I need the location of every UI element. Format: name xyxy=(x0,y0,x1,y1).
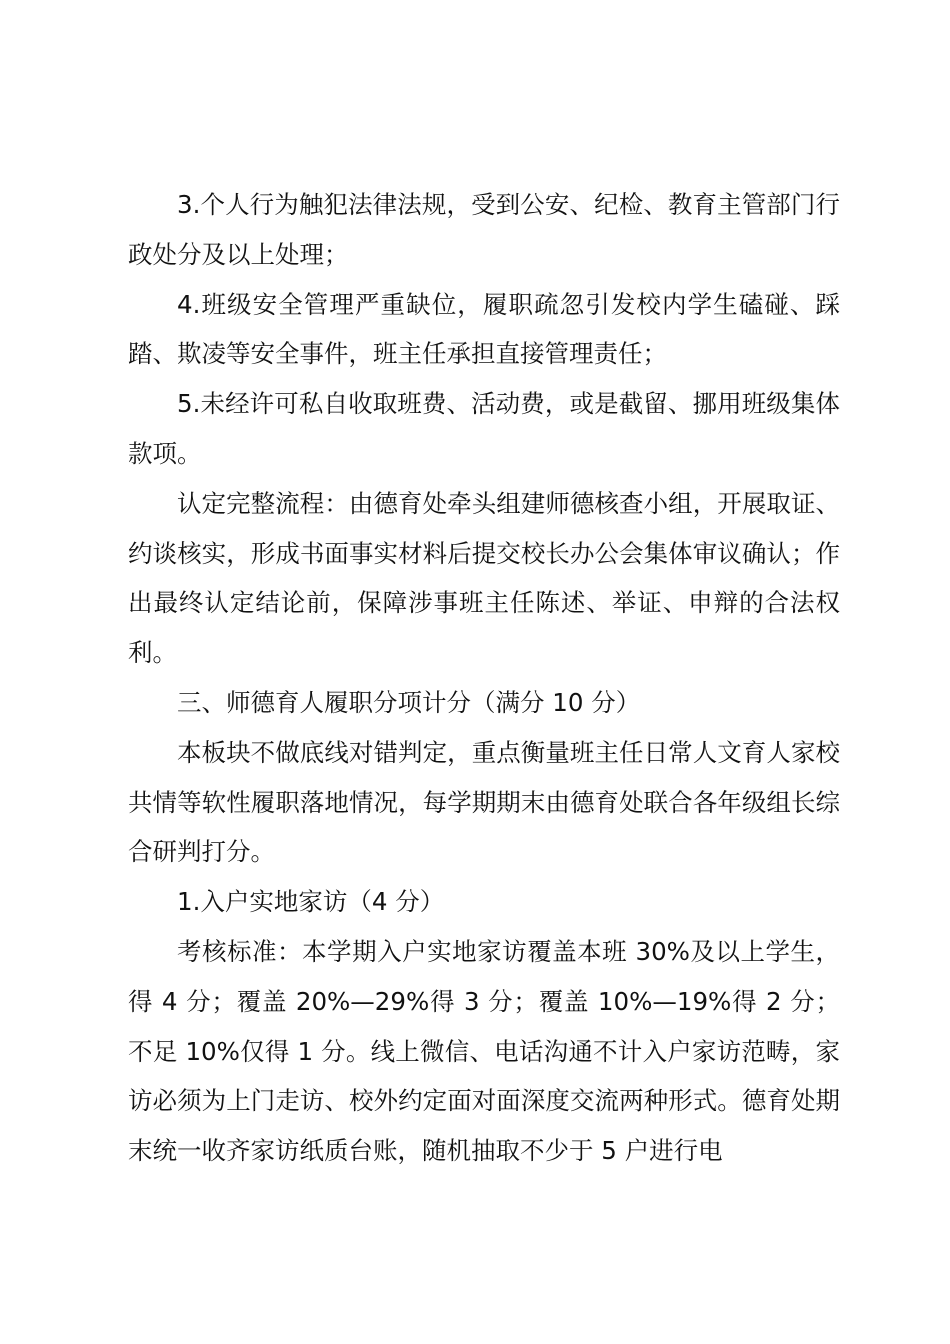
section-heading-3: 三、师德育人履职分项计分（满分 10 分） xyxy=(177,687,641,717)
subheading-home-visit: 1.入户实地家访（4 分） xyxy=(177,887,445,917)
paragraph-assessment-standard: 考核标准：本学期入户实地家访覆盖本班 30%及以上学生，得 4 分；覆盖 20%—29%得 3 分；覆盖 10%—19%得 2 分；不足 10%仅得 1 分。线上微信、电话沟通不计入户家访范畴，家访必须为上门走访、校外约定面对面深度交流两种形式。德育处期末统一收齐家访纸质台账，随机抽取不少于 5 户进行电 xyxy=(128,936,840,1166)
paragraph-rule-5: 5.未经许可私自收取班费、活动费，或是截留、挪用班级集体款项。 xyxy=(128,389,840,468)
paragraph-rule-3: 3.个人行为触犯法律法规，受到公安、纪检、教育主管部门行政处分及以上处理； xyxy=(128,190,840,269)
paragraph-procedure: 认定完整流程：由德育处牵头组建师德核查小组，开展取证、约谈核实，形成书面事实材料后提交校长办公会集体审议确认；作出最终认定结论前，保障涉事班主任陈述、举证、申辩的合法权利。 xyxy=(128,488,840,668)
paragraph-rule-4: 4.班级安全管理严重缺位，履职疏忽引发校内学生磕碰、踩踏、欺凌等安全事件，班主任承担直接管理责任； xyxy=(128,289,840,369)
paragraph-section-intro: 本板块不做底线对错判定，重点衡量班主任日常人文育人家校共情等软性履职落地情况，每学期期末由德育处联合各年级组长综合研判打分。 xyxy=(128,737,840,867)
document-body xyxy=(128,180,840,1176)
